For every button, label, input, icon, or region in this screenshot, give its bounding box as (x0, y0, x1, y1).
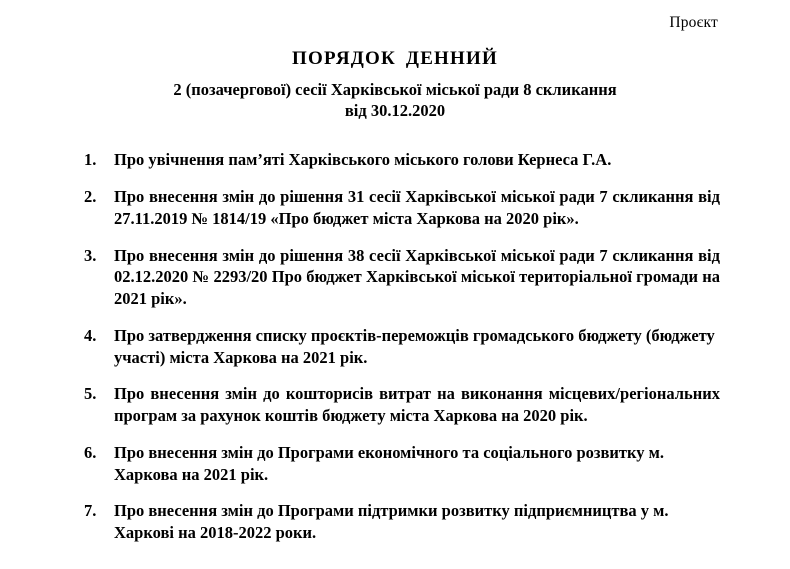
item-number: 7. (84, 501, 97, 521)
page-title: ПОРЯДОК ДЕННИЙ (292, 48, 498, 69)
subtitle-line-1: 2 (позачергової) сесії Харківської міської ради 8 скликання (173, 80, 617, 99)
list-item (84, 325, 720, 369)
subtitle-line-2: від 30.12.2020 (344, 101, 446, 121)
item-text: Про внесення змін до рішення 38 сесії Харківської міської ради 7 скликання від 02.12.2020 № 2293/20 Про бюджет Харківської міської територіальної громади на 2021 рік». (114, 245, 720, 309)
item-text: Про внесення змін до Програми підтримки розвитку підприємництва у м. Харкові на 2018-2022 роки. (114, 501, 669, 543)
item-number: 3. (84, 245, 97, 265)
agenda-list (56, 149, 734, 544)
item-text: Про увічнення пам’яті Харківського міського голови Кернеса Г.А. (114, 150, 612, 170)
item-text: Про внесення змін до рішення 31 сесії Харківської міської ради 7 скликання від 27.11.2019 № 1814/19 «Про бюджет міста Харкова на 2020 рік». (114, 186, 720, 228)
item-number: 5. (84, 384, 97, 404)
list-item (84, 245, 720, 310)
document-subtitle (56, 79, 734, 121)
item-text: Про затвердження списку проєктів-переможців громадського бюджету (бюджету участі) міста Харкова на 2021 рік. (114, 325, 715, 367)
list-item (84, 442, 720, 486)
list-item (84, 500, 720, 544)
list-item (84, 186, 720, 230)
list-item (84, 383, 720, 427)
item-number: 2. (84, 186, 97, 206)
item-number: 4. (84, 325, 97, 345)
list-item (84, 149, 720, 171)
item-number: 6. (84, 442, 97, 462)
item-text: Про внесення змін до кошторисів витрат на виконання місцевих/регіональних програм за рахунок коштів бюджету міста Харкова на 2020 рік. (114, 384, 720, 426)
item-text: Про внесення змін до Програми економічного та соціального розвитку м. Харкова на 2021 рік. (114, 442, 665, 484)
draft-stamp: Проєкт (669, 14, 718, 31)
item-number: 1. (84, 150, 97, 170)
title-block (56, 48, 734, 121)
